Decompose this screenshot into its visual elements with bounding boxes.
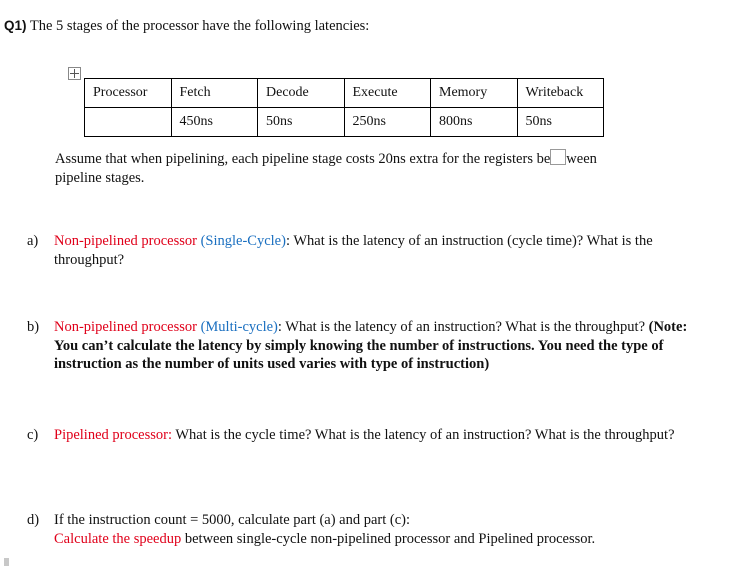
- table-cell: 50ns: [258, 108, 345, 137]
- table-cell: 800ns: [431, 108, 518, 137]
- part-b: [27, 318, 694, 374]
- part-c-label: c): [27, 427, 39, 443]
- part-a-red-text: Non-pipelined processor: [54, 233, 197, 249]
- question-heading: [4, 18, 369, 35]
- part-d-line1: If the instruction count = 5000, calculate part (a) and part (c):: [54, 512, 411, 528]
- table-cell: 50ns: [517, 108, 604, 137]
- inline-placeholder-box: [550, 149, 566, 165]
- part-b-blue-text: (Multi-cycle): [200, 319, 278, 335]
- part-d-text: between single-cycle non-pipelined processor and Pipelined processor.: [181, 530, 596, 547]
- table-cell: 250ns: [344, 108, 431, 137]
- part-b-label: b): [27, 319, 40, 335]
- table-move-handle-icon[interactable]: [68, 67, 81, 80]
- assumption-line2: pipeline stages.: [55, 170, 145, 186]
- part-c-red-text: Pipelined processor:: [54, 427, 172, 443]
- table-header-cell: Decode: [258, 79, 345, 108]
- part-b-red-text: Non-pipelined processor: [54, 319, 197, 335]
- question-intro: The 5 stages of the processor have the following latencies:: [29, 18, 370, 34]
- assumption-text-start: Assume that when pipelining, each pipeline stage costs 20ns extra for the registers be: [55, 151, 551, 167]
- assumption-text-end: ween: [566, 151, 597, 167]
- table-header-cell: Fetch: [171, 79, 258, 108]
- part-a: [27, 232, 694, 269]
- part-d-label: d): [27, 512, 40, 528]
- table-header-cell: Memory: [431, 79, 518, 108]
- table-row: [85, 108, 604, 137]
- question-number: Q1): [4, 18, 27, 33]
- part-c-text: What is the cycle time? What is the latency of an instruction? What is the throughput?: [172, 427, 675, 443]
- part-a-text: : What is the latency of an instruction (cycle time)? What is the throughput?: [54, 233, 653, 268]
- table-cell: [85, 108, 172, 137]
- part-b-note: (Note: You can’t calculate the latency by simply knowing the number of instructions. You need the type of instruction as the number of units used varies with type of instruction): [54, 319, 688, 372]
- table-header-cell: Processor: [85, 79, 172, 108]
- part-d-red-text: Calculate the speedup: [54, 530, 182, 547]
- latency-table: [84, 78, 604, 137]
- part-a-blue-text: (Single-Cycle): [200, 233, 286, 249]
- table-header-row: [85, 79, 604, 108]
- part-b-text: : What is the latency of an instruction? What is the throughput?: [277, 319, 645, 335]
- assumption-paragraph: [55, 149, 597, 188]
- part-a-label: a): [27, 233, 39, 249]
- margin-marker: [4, 558, 9, 566]
- part-c: [27, 426, 694, 445]
- table-header-cell: Writeback: [517, 79, 604, 108]
- table-cell: 450ns: [171, 108, 258, 137]
- part-d: [27, 511, 694, 548]
- table-header-cell: Execute: [344, 79, 431, 108]
